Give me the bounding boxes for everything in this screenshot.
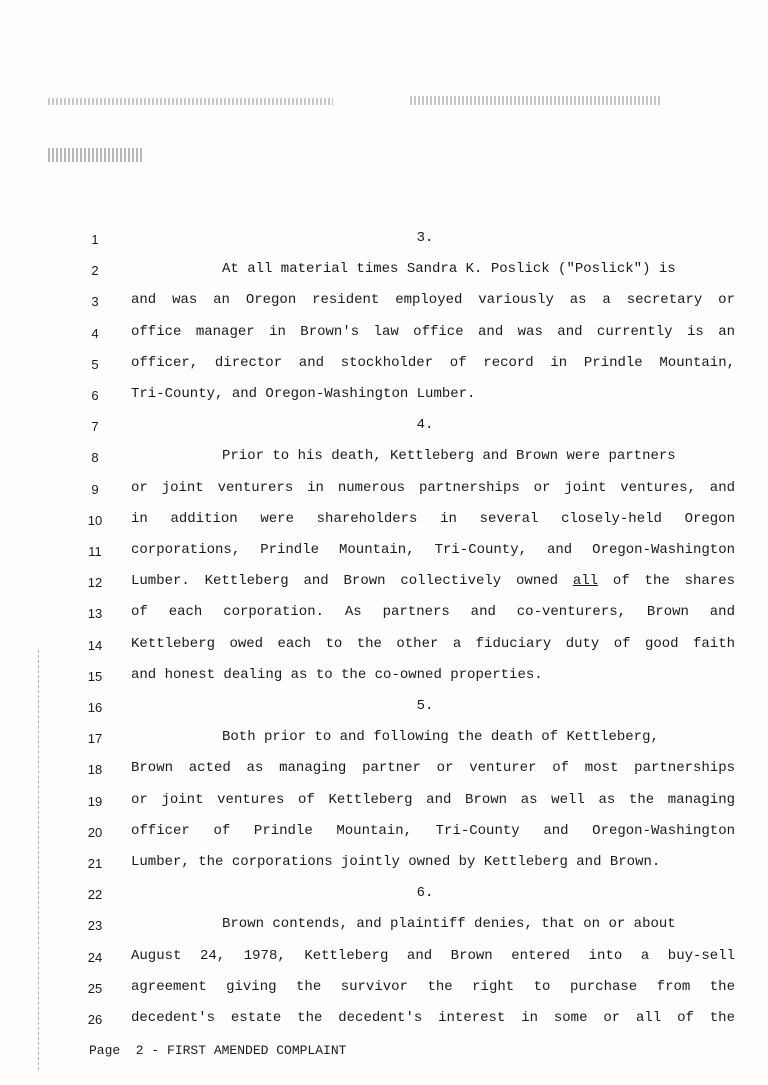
line-text: Brown acted as managing partner or venturer of most partnerships [131, 760, 735, 777]
redaction-smudge [48, 98, 333, 105]
pleading-line [0, 760, 768, 786]
line-number: 24 [87, 949, 103, 965]
line-text: Both prior to and following the death of Kettleberg, [222, 729, 659, 746]
line-number: 26 [87, 1012, 103, 1027]
line-number: 11 [88, 544, 102, 559]
line-number: 13 [87, 606, 103, 622]
pleading-line [0, 324, 768, 350]
line-number: 9 [91, 481, 99, 497]
line-text: or joint ventures of Kettleberg and Brown as well as the managing [131, 791, 735, 808]
page-footer: Page 2 - FIRST AMENDED COMPLAINT [89, 1043, 347, 1058]
pleading-line [0, 792, 768, 818]
line-number: 14 [87, 637, 103, 653]
pleading-line [0, 885, 768, 911]
pleading-line [0, 979, 768, 1005]
line-number: 6 [91, 388, 99, 403]
line-number: 7 [91, 419, 99, 435]
pleading-line [0, 854, 768, 880]
pleading-line [0, 729, 768, 755]
pleading-line [0, 511, 768, 537]
line-number: 18 [87, 762, 103, 778]
pleading-line [0, 698, 768, 724]
pleading-line [0, 636, 768, 662]
pleading-line [0, 448, 768, 474]
line-number: 23 [87, 918, 103, 934]
pleading-line [0, 480, 768, 506]
paragraph-number: 5. [416, 698, 434, 714]
pleading-line [0, 230, 768, 256]
line-text: and honest dealing as to the co-owned properties. [131, 666, 543, 683]
line-number: 10 [87, 512, 103, 528]
line-number: 8 [91, 450, 99, 466]
line-number: 20 [87, 824, 103, 840]
underlined-word: all [572, 573, 599, 590]
line-number: 5 [91, 356, 99, 372]
pleading-line [0, 1010, 768, 1036]
line-text: corporations, Prindle Mountain, Tri-County, and Oregon-Washington [131, 542, 735, 558]
line-number: 16 [87, 700, 103, 715]
line-text: decedent's estate the decedent's interest in some or all of the [131, 1010, 735, 1026]
line-text: August 24, 1978, Kettleberg and Brown entered into a buy-sell [131, 947, 735, 964]
line-number: 19 [87, 793, 103, 809]
line-text: or joint venturers in numerous partnerships or joint ventures, and [131, 479, 735, 496]
line-text: At all material times Sandra K. Poslick ("Poslick") is [222, 261, 676, 278]
line-text: officer of Prindle Mountain, Tri-County and Oregon-Washington [131, 822, 735, 839]
line-text: Kettleberg owed each to the other a fiduciary duty of good faith [131, 635, 735, 652]
line-text: agreement giving the survivor the right to purchase from the [131, 978, 735, 995]
line-text: Brown contends, and plaintiff denies, that on or about [222, 916, 676, 933]
paragraph-number: 6. [416, 885, 434, 902]
pleading-line [0, 916, 768, 942]
line-number: 22 [87, 887, 103, 903]
line-text: and was an Oregon resident employed variously as a secretary or [131, 292, 735, 309]
pleading-line [0, 948, 768, 974]
line-number: 17 [87, 731, 103, 747]
pleading-line [0, 667, 768, 693]
line-text: Prior to his death, Kettleberg and Brown were partners [222, 448, 676, 465]
line-number: 25 [87, 980, 103, 996]
line-number: 15 [87, 668, 103, 684]
line-number: 21 [87, 856, 103, 871]
line-number: 12 [87, 575, 103, 591]
pleading-line [0, 355, 768, 381]
pleading-line [0, 542, 768, 568]
pleading-line [0, 823, 768, 849]
line-number: 3 [91, 294, 99, 310]
line-text: Lumber. Kettleberg and Brown collectively owned all of the shares [131, 573, 735, 590]
paragraph-number: 3. [416, 230, 434, 246]
line-text: officer, director and stockholder of record in Prindle Mountain, [131, 354, 735, 371]
line-number: 2 [91, 263, 99, 279]
line-text: in addition were shareholders in several closely-held Oregon [131, 510, 735, 527]
line-number: 1 [91, 232, 99, 247]
pleading-line [0, 292, 768, 318]
line-number: 4 [91, 325, 99, 341]
line-text: office manager in Brown's law office and was and currently is an [131, 323, 735, 340]
pleading-line [0, 386, 768, 412]
paragraph-number: 4. [416, 417, 434, 434]
pleading-line [0, 261, 768, 287]
line-text: of each corporation. As partners and co-venturers, Brown and [131, 604, 735, 621]
pleading-line [0, 417, 768, 443]
redaction-smudge [48, 148, 143, 162]
redaction-smudge [410, 96, 660, 105]
line-text: Tri-County, and Oregon-Washington Lumber. [131, 386, 476, 402]
line-text: Lumber, the corporations jointly owned by Kettleberg and Brown. [131, 854, 661, 870]
pleading-line [0, 604, 768, 630]
pleading-line [0, 573, 768, 599]
